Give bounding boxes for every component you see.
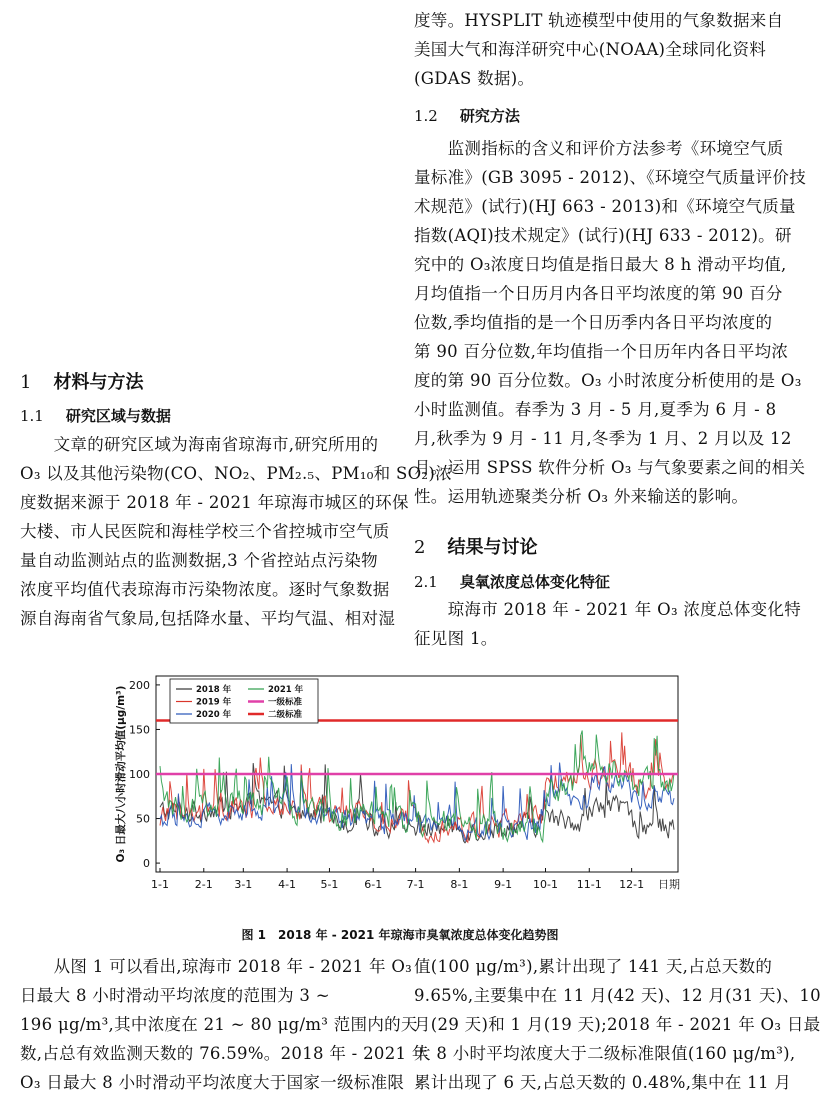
text-line: 从图 1 可以看出,琼海市 2018 年 - 2021 年 O₃ <box>20 957 413 976</box>
x-tick-label: 6-1 <box>364 878 383 891</box>
section-title: 臭氧浓度总体变化特征 <box>459 573 610 591</box>
text-line: 月(29 天)和 1 月(19 天);2018 年 - 2021 年 O₃ 日最 <box>414 1015 821 1034</box>
text-line: 196 μg/m³,其中浓度在 21 ~ 80 μg/m³ 范围内的天 <box>20 1015 418 1034</box>
section-heading-1 <box>20 368 143 394</box>
text-line: 监测指标的含义和评价方法参考《环境空气质 <box>414 139 784 158</box>
y-tick-label: 50 <box>136 812 150 826</box>
y-axis-label: O₃ 日最大八小时滑动平均值(μg/m³) <box>115 685 127 863</box>
text-line: 浓度平均值代表琼海市污染物浓度。逐时气象数据 <box>20 580 390 599</box>
text-line: 月。运用 SPSS 软件分析 O₃ 与气象要素之间的相关 <box>414 458 806 477</box>
section-heading-1-1 <box>20 405 171 426</box>
section-number: 2.1 <box>414 573 438 591</box>
section-heading-2 <box>414 533 537 559</box>
study-area-paragraph <box>20 430 452 633</box>
text-line: 究中的 O₃浓度日均值是指日最大 8 h 滑动平均值, <box>414 255 787 274</box>
methods-paragraph <box>414 134 807 511</box>
text-line: 美国大气和海洋研究中心(NOAA)全球同化资料 <box>414 40 767 59</box>
legend-label: 二级标准 <box>268 710 303 720</box>
x-tick-label: 8-1 <box>450 878 469 891</box>
ozone-trend-chart <box>108 668 688 908</box>
x-tick-label: 9-1 <box>494 878 513 891</box>
text-line: 征见图 1。 <box>414 629 498 648</box>
y-tick-label: 150 <box>129 723 150 737</box>
text-line: 性。运用轨迹聚类分析 O₃ 外来输送的影响。 <box>414 487 749 506</box>
x-tick-label: 5-1 <box>320 878 339 891</box>
text-line: O₃ 以及其他污染物(CO、NO₂、PM₂.₅、PM₁₀和 SO₂)浓 <box>20 464 452 483</box>
y-tick-label: 0 <box>143 857 150 871</box>
text-line: 值(100 μg/m³),累计出现了 141 天,占总天数的 <box>414 957 773 976</box>
legend-label: 2018 年 <box>196 685 232 695</box>
legend-label: 一级标准 <box>268 697 303 708</box>
section-title: 材料与方法 <box>53 372 144 393</box>
text-line: 量自动监测站点的监测数据,3 个省控站点污染物 <box>20 551 378 570</box>
legend-label: 2020 年 <box>196 710 232 720</box>
section-number: 2 <box>414 537 426 558</box>
text-line: 文章的研究区域为海南省琼海市,研究所用的 <box>20 435 379 454</box>
text-line: 累计出现了 6 天,占总天数的 0.48%,集中在 11 月 <box>414 1073 792 1092</box>
text-line: 数,占总有效监测天数的 76.59%。2018 年 - 2021 年 <box>20 1044 429 1063</box>
text-line: 琼海市 2018 年 - 2021 年 O₃ 浓度总体变化特 <box>414 600 802 619</box>
x-tick-label: 12-1 <box>619 878 645 891</box>
text-line: 大楼、市人民医院和海桂学校三个省控城市空气质 <box>20 522 390 541</box>
text-line: 度的第 90 百分位数。O₃ 小时浓度分析使用的是 O₃ <box>414 371 802 390</box>
x-tick-label: 2-1 <box>194 878 213 891</box>
text-line: (GDAS 数据)。 <box>414 69 535 88</box>
results-intro-paragraph <box>414 595 802 653</box>
bottom-right-paragraph <box>414 952 821 1097</box>
bottom-left-paragraph <box>20 952 429 1097</box>
series-line-4 <box>160 731 674 842</box>
x-tick-label: 3-1 <box>234 878 253 891</box>
section-number: 1.1 <box>20 407 44 425</box>
y-tick-label: 100 <box>129 768 150 781</box>
section-title: 结果与讨论 <box>447 537 538 558</box>
right-top-paragraph <box>414 6 784 93</box>
x-tick-label: 10-1 <box>533 878 558 891</box>
x-axis-label: 日期 <box>658 878 680 891</box>
text-line: 位数,季均值指的是一个日历季内各日平均浓度的 <box>414 313 773 332</box>
legend-label: 2019 年 <box>196 697 232 708</box>
section-number: 1 <box>20 372 32 393</box>
x-tick-label: 11-1 <box>576 878 602 891</box>
x-tick-label: 7-1 <box>406 878 425 891</box>
x-tick-label: 1-1 <box>151 878 169 891</box>
text-line: 小时监测值。春季为 3 月 - 5 月,夏季为 6 月 - 8 <box>414 400 777 419</box>
legend-label: 2021 年 <box>268 685 304 695</box>
x-tick-label: 4-1 <box>278 878 297 891</box>
text-line: 源自海南省气象局,包括降水量、平均气温、相对湿 <box>20 609 396 628</box>
text-line: 月,秋季为 9 月 - 11 月,冬季为 1 月、2 月以及 12 <box>414 429 792 448</box>
section-heading-2-1 <box>414 571 610 592</box>
section-title: 研究区域与数据 <box>65 407 171 425</box>
text-line: O₃ 日最大 8 小时滑动平均浓度大于国家一级标准限 <box>20 1073 405 1092</box>
y-tick-label: 200 <box>129 678 150 692</box>
section-heading-1-2 <box>414 105 520 126</box>
text-line: 量标准》(GB 3095 - 2012)、《环境空气质量评价技 <box>414 168 807 187</box>
figure-caption: 图 1 2018 年 - 2021 年琼海市臭氧浓度总体变化趋势图 <box>241 928 559 942</box>
text-line: 指数(AQI)技术规定》(试行)(HJ 633 - 2012)。研 <box>414 226 792 245</box>
text-line: 9.65%,主要集中在 11 月(42 天)、12 月(31 天)、10 <box>414 986 821 1005</box>
section-number: 1.2 <box>414 107 438 125</box>
text-line: 第 90 百分位数,年均值指一个日历年内各日平均浓 <box>414 342 789 361</box>
section-title: 研究方法 <box>459 107 520 125</box>
text-line: 月均值指一个日历月内各日平均浓度的第 90 百分 <box>414 284 783 303</box>
text-line: 度数据来源于 2018 年 - 2021 年琼海市城区的环保 <box>20 493 409 512</box>
text-line: 日最大 8 小时滑动平均浓度的范围为 3 ~ <box>20 986 330 1005</box>
text-line: 术规范》(试行)(HJ 663 - 2013)和《环境空气质量 <box>414 197 796 216</box>
text-line: 大 8 小时平均浓度大于二级标准限值(160 μg/m³), <box>414 1044 796 1063</box>
text-line: 度等。HYSPLIT 轨迹模型中使用的气象数据来自 <box>414 11 784 30</box>
